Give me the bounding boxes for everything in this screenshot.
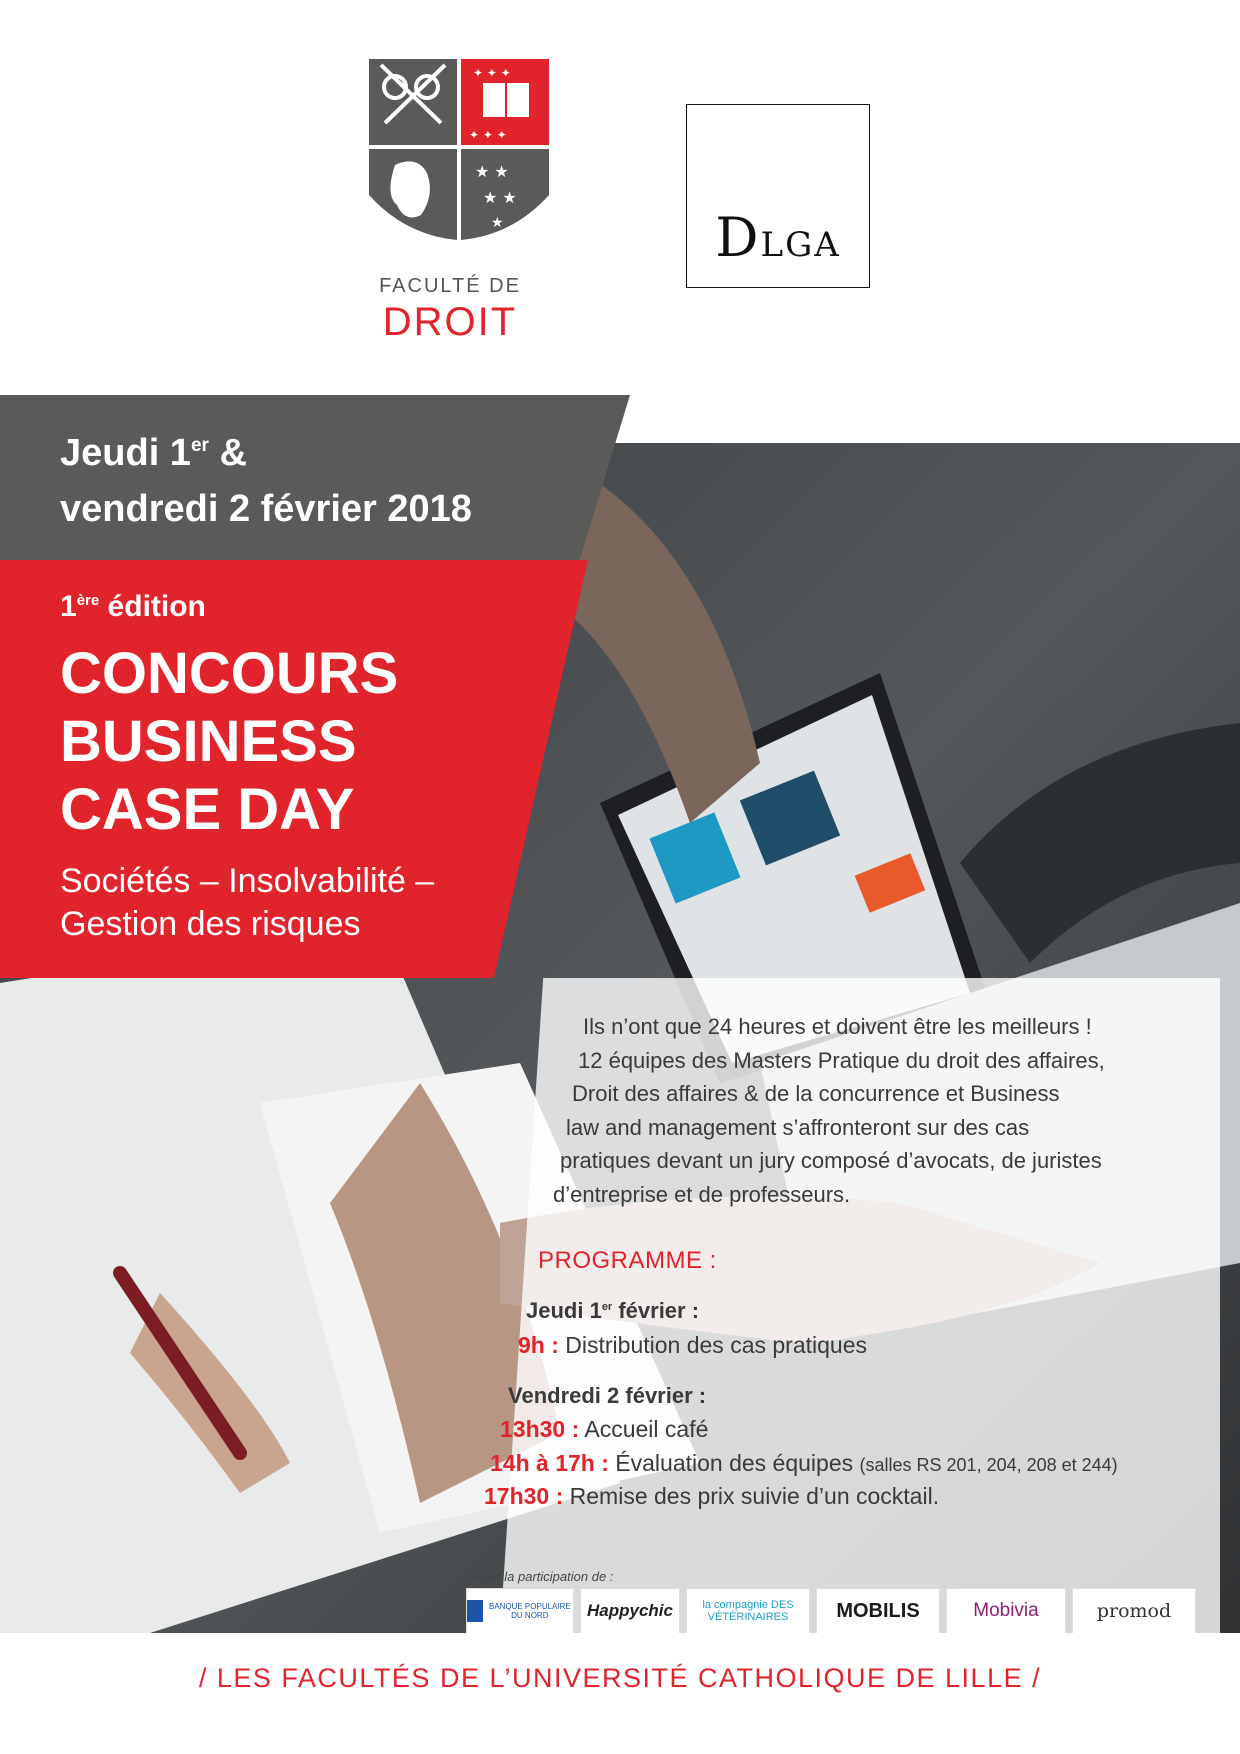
date-line-2: vendredi 2 février 2018: [60, 488, 472, 530]
intro-line: d’entreprise et de professeurs.: [553, 1181, 851, 1207]
event-title: [60, 640, 500, 844]
programme-item: 17h30 : Remise des prix suivie d’un cocktail.: [484, 1483, 940, 1509]
faculty-label: FACULTÉ DE: [379, 275, 521, 297]
event-date: [60, 425, 580, 537]
intro-line: law and management s’affronteront sur des cas: [566, 1114, 1030, 1140]
title-line: BUSINESS: [60, 709, 357, 774]
day2-title: Vendredi 2 février :: [508, 1383, 707, 1408]
dlga-logo: [686, 104, 870, 288]
svg-text:✦ ✦ ✦: ✦ ✦ ✦: [473, 66, 511, 80]
footer: [0, 1633, 1240, 1754]
programme-heading: PROGRAMME :: [538, 1247, 717, 1274]
event-subtitle: [60, 860, 510, 946]
programme-item: 14h à 17h : Évaluation des équipes (salles RS 201, 204, 208 et 244): [490, 1450, 1118, 1476]
svg-text:✦ ✦ ✦: ✦ ✦ ✦: [469, 128, 507, 142]
sponsor-logo-compagnie-veterinaires: la compagnie DES VÉTÉRINAIRES: [686, 1588, 810, 1634]
sponsors-label: Avec la participation de :: [472, 1569, 614, 1584]
intro-line: Droit des affaires & de la concurrence et Business: [572, 1081, 1060, 1106]
intro-line: Ils n’ont que 24 heures et doivent être les meilleurs !: [583, 1014, 1092, 1039]
faculty-name: DROIT: [382, 300, 518, 344]
subtitle-line: Gestion des risques: [60, 905, 361, 943]
sponsor-logo-mobivia: Mobivia: [946, 1588, 1066, 1634]
subtitle-line: Sociétés – Insolvabilité –: [60, 862, 435, 900]
edition-label: 1ère édition: [60, 590, 206, 623]
intro-line: 12 équipes des Masters Pratique du droit des affaires,: [578, 1047, 1105, 1073]
svg-text:★: ★: [491, 215, 504, 231]
title-line: CONCOURS: [60, 641, 399, 706]
svg-text:★ ★: ★ ★: [475, 162, 509, 181]
sponsor-logo-happychic: Happychic: [580, 1588, 680, 1634]
sponsor-logo-promod: promod: [1072, 1588, 1196, 1634]
programme-item: 9h : Distribution des cas pratiques: [518, 1332, 867, 1358]
sponsor-logos: [466, 1588, 1196, 1636]
title-line: CASE DAY: [60, 777, 355, 842]
faculty-crest-logo: [365, 55, 553, 245]
footer-text: / LES FACULTÉS DE L’UNIVERSITÉ CATHOLIQUE DE LILLE /: [198, 1663, 1042, 1693]
date-line-1: Jeudi 1er &: [60, 432, 247, 474]
sponsor-logo-banque-populaire: BANQUE POPULAIRE DU NORD: [466, 1588, 574, 1634]
dlga-logo-text: DLGA: [715, 206, 841, 269]
svg-text:★ ★: ★ ★: [483, 188, 517, 207]
programme-item: 13h30 : Accueil café: [500, 1416, 709, 1442]
sponsor-logo-mobilis: MOBILIS: [816, 1588, 940, 1634]
intro-line: pratiques devant un jury composé d’avocats, de juristes: [560, 1148, 1102, 1173]
day1-title: Jeudi 1er février :: [526, 1298, 700, 1323]
